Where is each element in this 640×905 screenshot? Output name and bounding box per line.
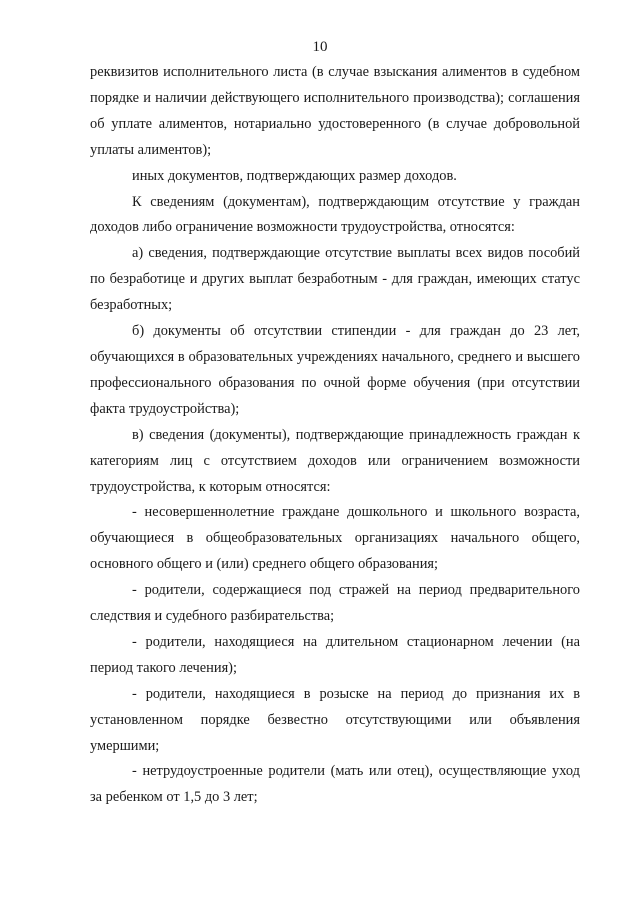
- page-number: 10: [312, 39, 328, 55]
- paragraph-absence-of-income-intro: К сведениям (документам), подтверждающим отсутствие у граждан доходов либо ограничение возможности трудоустройства, относятся:: [90, 193, 580, 236]
- document-body: [90, 60, 580, 811]
- paragraph-other-documents: иных документов, подтверждающих размер доходов.: [132, 167, 457, 184]
- list-item-unemployed-caregiver-parents: - нетрудоустроенные родители (мать или отец), осуществляющие уход за ребенком от 1,5 до 3 лет;: [90, 763, 580, 806]
- paragraph-item-b: б) документы об отсутствии стипендии - для граждан до 23 лет, обучающихся в образовательных учреждениях начального, среднего и высшего профессионального образования по очной форме обучения (при отсутствии факта трудоустройства);: [90, 323, 580, 417]
- list-item-minors: - несовершеннолетние граждане дошкольного и школьного возраста, обучающиеся в общеобразовательных организациях начального общего, основного общего и (или) среднего общего образования;: [90, 504, 580, 573]
- list-item-detained-parents: - родители, содержащиеся под стражей на период предварительного следствия и судебного разбирательства;: [90, 582, 580, 625]
- list-item-hospitalized-parents: - родители, находящиеся на длительном стационарном лечении (на период такого лечения);: [90, 633, 580, 676]
- paragraph-item-a: а) сведения, подтверждающие отсутствие выплаты всех видов пособий по безработице и других выплат безработным - для граждан, имеющих статус безработных;: [90, 245, 580, 314]
- paragraph-item-c: в) сведения (документы), подтверждающие принадлежность граждан к категориям лиц с отсутствием доходов или ограничением возможности трудоустройства, к которым относятся:: [90, 426, 580, 495]
- paragraph-requisites: реквизитов исполнительного листа (в случае взыскания алиментов в судебном порядке и наличии действующего исполнительного производства); соглашения об уплате алиментов, нотариально удостоверенного (в случае добровольной уплаты алиментов);: [90, 64, 580, 158]
- list-item-wanted-parents: - родители, находящиеся в розыске на период до признания их в установленном порядке безвестно отсутствующими или объявления умершими;: [90, 685, 580, 754]
